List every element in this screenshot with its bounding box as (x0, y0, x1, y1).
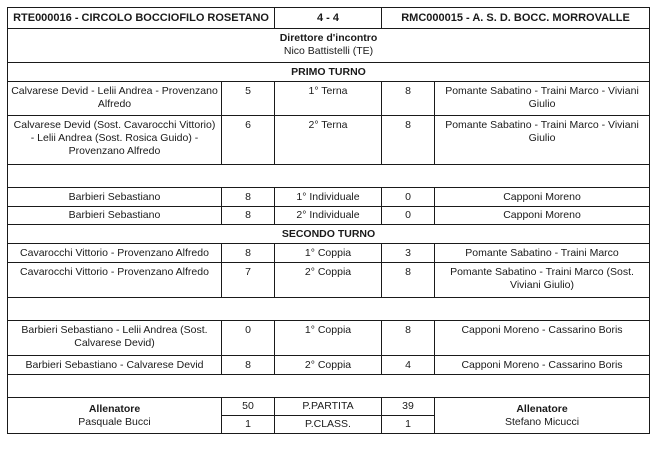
home-score: 8 (222, 207, 275, 225)
director-label: Direttore d'incontro (279, 32, 378, 44)
away-players: Capponi Moreno (435, 207, 650, 225)
away-players: Capponi Moreno (435, 188, 650, 207)
home-players: Barbieri Sebastiano - Calvarese Devid (8, 356, 222, 375)
home-points-classifica: 1 (222, 416, 275, 434)
away-players: Capponi Moreno - Cassarino Boris (435, 356, 650, 375)
home-score: 0 (222, 321, 275, 356)
section-title-primo-turno: PRIMO TURNO (8, 63, 650, 82)
section-title-secondo-turno: SECONDO TURNO (8, 225, 650, 244)
home-score: 8 (222, 188, 275, 207)
table-row (8, 82, 650, 116)
points-classifica-label: P.CLASS. (275, 416, 382, 434)
director-cell (8, 29, 650, 63)
home-players: Barbieri Sebastiano - Lelii Andrea (Sost. Calvarese Devid) (8, 321, 222, 356)
home-team: RTE000016 - CIRCOLO BOCCIOFILO ROSETANO (8, 8, 275, 29)
away-score: 8 (382, 321, 435, 356)
away-score: 3 (382, 244, 435, 263)
home-score: 7 (222, 263, 275, 298)
home-coach-label: Allenatore (88, 402, 141, 415)
spacer-cell (8, 375, 650, 398)
spacer-row (8, 165, 650, 188)
home-score: 6 (222, 116, 275, 165)
away-players: Capponi Moreno - Cassarino Boris (435, 321, 650, 356)
away-score: 8 (382, 116, 435, 165)
game-label: 1° Individuale (275, 188, 382, 207)
away-score: 8 (382, 263, 435, 298)
home-players: Barbieri Sebastiano (8, 188, 222, 207)
footer-row-partita (8, 398, 650, 416)
points-partita-label: P.PARTITA (275, 398, 382, 416)
director-name: Nico Battistelli (TE) (283, 45, 374, 57)
home-players: Calvarese Devid (Sost. Cavarocchi Vittorio) - Lelii Andrea (Sost. Rosica Guido) - Provenzano Alfredo (8, 116, 222, 165)
table-row (8, 244, 650, 263)
home-score: 8 (222, 244, 275, 263)
spacer-cell (8, 298, 650, 321)
spacer-cell (8, 165, 650, 188)
game-label: 1° Coppia (275, 244, 382, 263)
table-row (8, 321, 650, 356)
away-score: 0 (382, 207, 435, 225)
away-score: 8 (382, 82, 435, 116)
home-points-partita: 50 (222, 398, 275, 416)
home-score: 8 (222, 356, 275, 375)
spacer-row (8, 298, 650, 321)
away-score: 0 (382, 188, 435, 207)
home-players: Barbieri Sebastiano (8, 207, 222, 225)
home-players: Calvarese Devid - Lelii Andrea - Provenzano Alfredo (8, 82, 222, 116)
away-coach-name: Stefano Micucci (504, 415, 580, 428)
game-label: 1° Coppia (275, 321, 382, 356)
home-players: Cavarocchi Vittorio - Provenzano Alfredo (8, 244, 222, 263)
table-row (8, 207, 650, 225)
away-coach-cell (435, 398, 650, 434)
director-row (8, 29, 650, 63)
home-coach-cell (8, 398, 222, 434)
away-players: Pomante Sabatino - Traini Marco - Viviani Giulio (435, 116, 650, 165)
game-label: 1° Terna (275, 82, 382, 116)
table-row (8, 116, 650, 165)
match-report-table (7, 7, 650, 434)
away-coach-label: Allenatore (516, 402, 568, 415)
header-row (8, 8, 650, 29)
home-coach-name: Pasquale Bucci (78, 415, 151, 428)
away-team: RMC000015 - A. S. D. BOCC. MORROVALLE (382, 8, 650, 29)
away-players: Pomante Sabatino - Traini Marco (435, 244, 650, 263)
game-label: 2° Coppia (275, 263, 382, 298)
away-players: Pomante Sabatino - Traini Marco - Viviani Giulio (435, 82, 650, 116)
game-label: 2° Coppia (275, 356, 382, 375)
away-players: Pomante Sabatino - Traini Marco (Sost. Viviani Giulio) (435, 263, 650, 298)
home-players: Cavarocchi Vittorio - Provenzano Alfredo (8, 263, 222, 298)
table-row (8, 356, 650, 375)
table-row (8, 188, 650, 207)
home-score: 5 (222, 82, 275, 116)
away-score: 4 (382, 356, 435, 375)
section-row (8, 225, 650, 244)
table-row (8, 263, 650, 298)
spacer-row (8, 375, 650, 398)
game-label: 2° Terna (275, 116, 382, 165)
away-points-classifica: 1 (382, 416, 435, 434)
match-score: 4 - 4 (275, 8, 382, 29)
away-points-partita: 39 (382, 398, 435, 416)
section-row (8, 63, 650, 82)
game-label: 2° Individuale (275, 207, 382, 225)
